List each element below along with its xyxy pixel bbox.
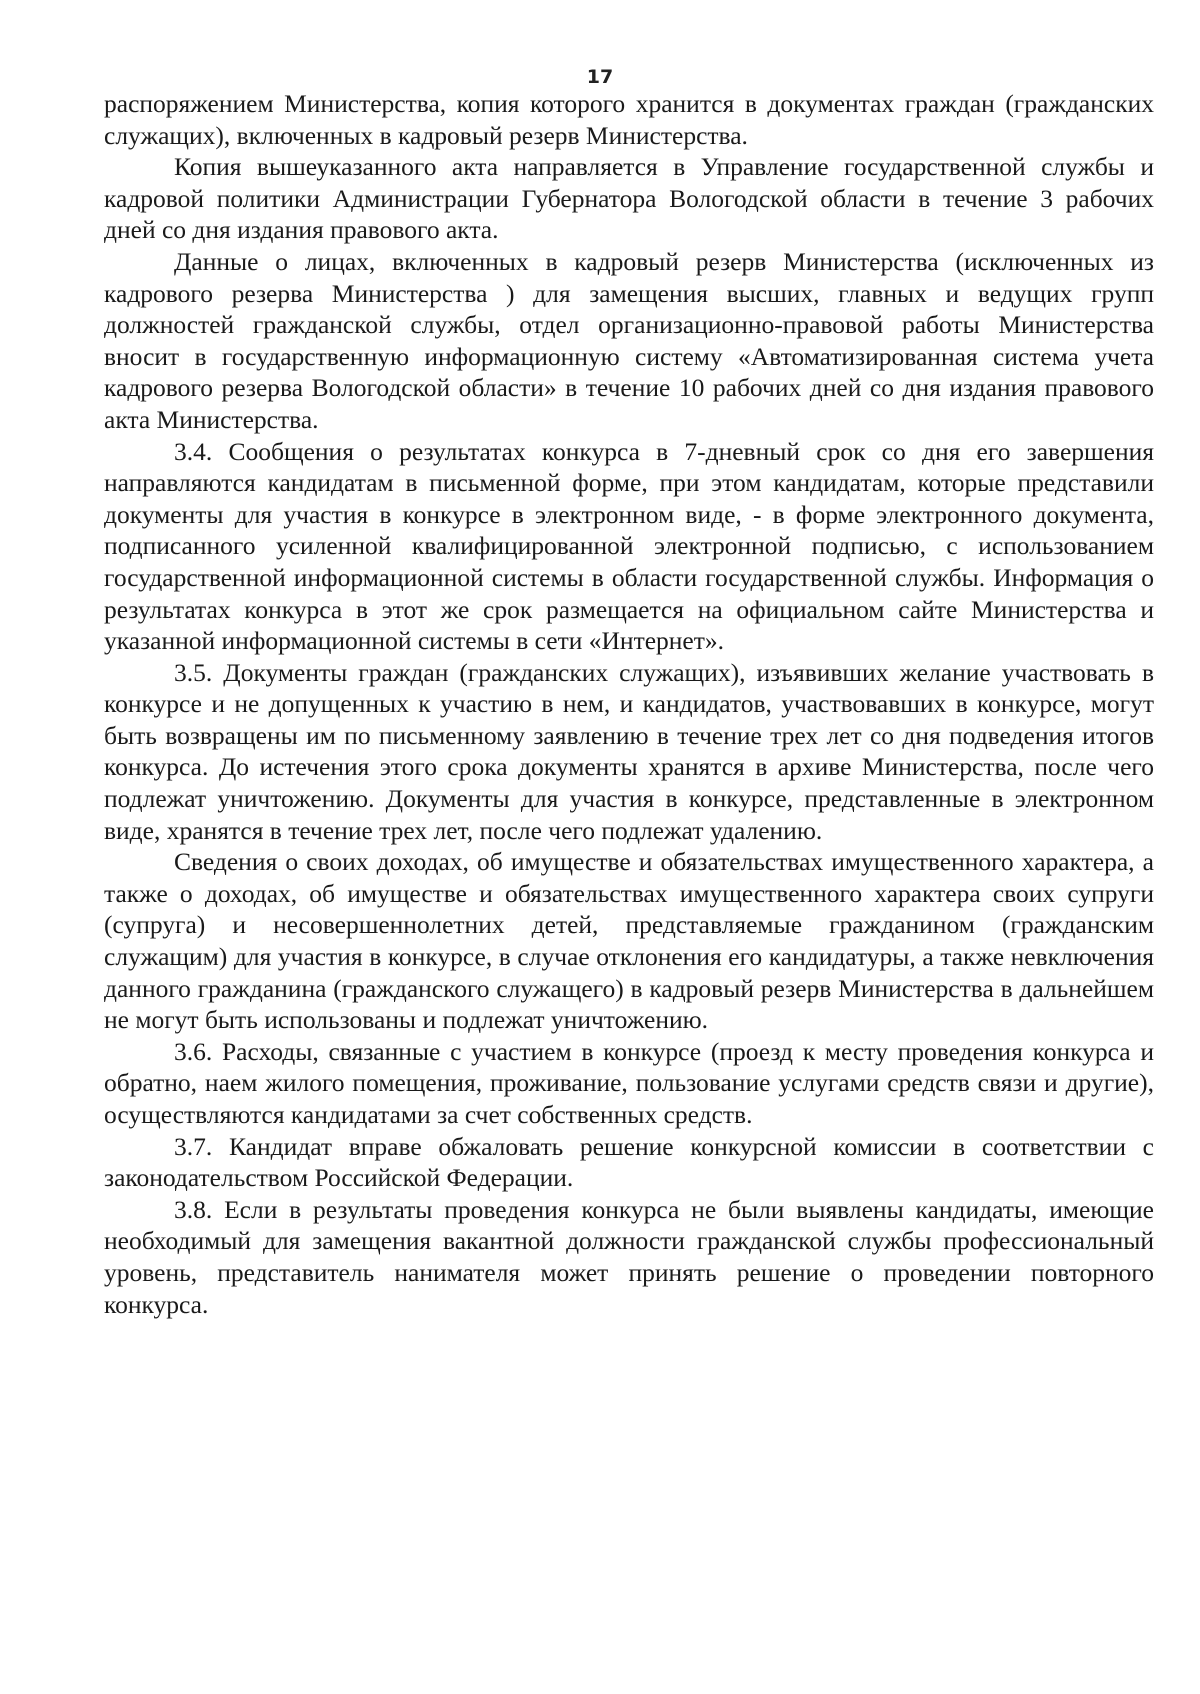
paragraph-3-6: 3.6. Расходы, связанные с участием в конкурсе (проезд к месту проведения конкурса и обратно, наем жилого помещения, проживание, пользование услугами средств связи и другие), осуществляются кандидатами за счет собственных средств. bbox=[104, 1036, 1154, 1129]
paragraph-continuation: распоряжением Министерства, копия которого хранится в документах граждан (гражданских служащих), включенных в кадровый резерв Министерства. bbox=[104, 89, 1154, 150]
paragraph-3-7: 3.7. Кандидат вправе обжаловать решение конкурсной комиссии в соответствии с законодательством Российской Федерации. bbox=[104, 1131, 1154, 1193]
paragraph-3-4: 3.4. Сообщения о результатах конкурса в 7-дневный срок со дня его завершения направляются кандидатам в письменной форме, при этом кандидатам, которые представили документы для участия в конкурсе в электронном виде, - в форме электронного документа, подписанного усиленной квалифицированной электронной подписью, с использованием государственной информационной системы в области государственной службы. Информация о результатах конкурса в этот же срок размещается на официальном сайте Министерства и указанной информационной системы в сети «Интернет». bbox=[104, 436, 1154, 656]
paragraph-act-copy: Копия вышеуказанного акта направляется в Управление государственной службы и кадровой политики Администрации Губернатора Вологодской области в течение 3 рабочих дней со дня издания правового акта. bbox=[104, 152, 1154, 245]
paragraph-3-5: 3.5. Документы граждан (гражданских служащих), изъявивших желание участвовать в конкурсе и не допущенных к участию в нем, и кандидатов, участвовавших в конкурсе, могут быть возвращены им по письменному заявлению в течение трех лет со дня подведения итогов конкурса. До истечения этого срока документы хранятся в архиве Министерства, после чего подлежат уничтожению. Документы для участия в конкурсе, представленные в электронном виде, хранятся в течение трех лет, после чего подлежат удалению. bbox=[104, 657, 1154, 845]
paragraph-income-info: Сведения о своих доходах, об имуществе и обязательствах имущественного характера, а также о доходах, об имуществе и обязательствах имущественного характера своих супруги (супруга) и несовершеннолетних детей, представляемые гражданином (гражданским служащим) для участия в конкурсе, в случае отклонения его кандидатуры, а также невключения данного гражданина (гражданского служащего) в кадровый резерв Министерства в дальнейшем не могут быть использованы и подлежат уничтожению. bbox=[104, 847, 1154, 1035]
paragraph-reserve-data: Данные о лицах, включенных в кадровый резерв Министерства (исключенных из кадрового резерва Министерства ) для замещения высших, главных и ведущих групп должностей гражданской службы, отдел организационно-правовой работы Министерства вносит в государственную информационную систему «Автоматизированная система учета кадрового резерва Вологодской области» в течение 10 рабочих дней со дня издания правового акта Министерства. bbox=[104, 246, 1154, 434]
page-number: 17 bbox=[586, 66, 614, 88]
document-body bbox=[104, 88, 1154, 1320]
paragraph-3-8: 3.8. Если в результаты проведения конкурса не были выявлены кандидаты, имеющие необходимый для замещения вакантной должности гражданской службы профессиональный уровень, представитель нанимателя может принять решение о проведении повторного конкурса. bbox=[104, 1194, 1154, 1319]
